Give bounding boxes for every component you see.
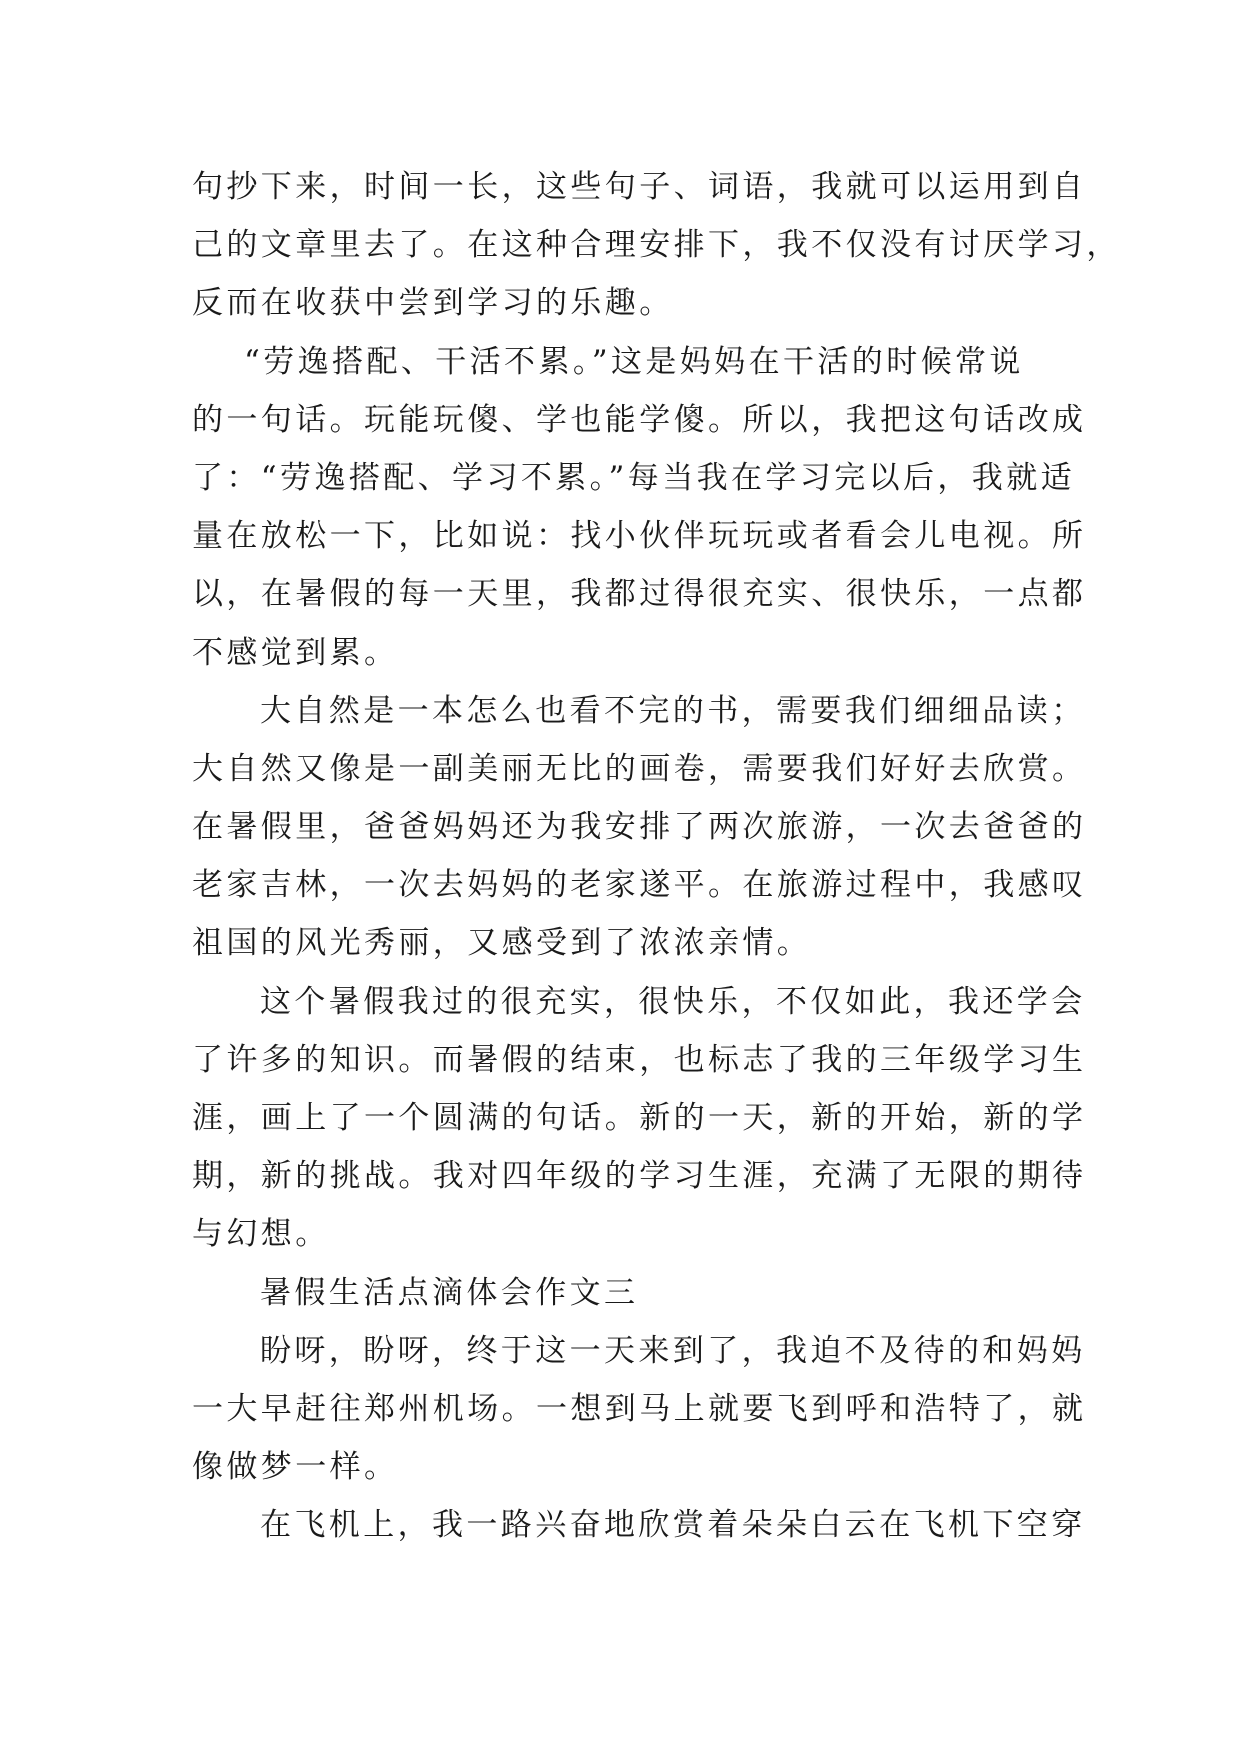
text-line: 了许多的知识。而暑假的结束，也标志了我的三年级学习生 [192,1041,1087,1078]
paragraph-start-line: 这个暑假我过的很充实，很快乐，不仅如此，我还学会 [260,983,1086,1020]
text-line: 以，在暑假的每一天里，我都过得很充实、很快乐，一点都 [192,576,1087,613]
text-line: 在暑假里，爸爸妈妈还为我安排了两次旅游，一次去爸爸的 [192,809,1087,846]
text-line: 与幻想。 [192,1216,330,1253]
text-line: 期，新的挑战。我对四年级的学习生涯，充满了无限的期待 [192,1158,1087,1195]
text-line: 不感觉到累。 [192,634,399,671]
text-line: 量在放松一下，比如说：找小伙伴玩玩或者看会儿电视。所 [192,518,1087,555]
paragraph-start-line: 盼呀，盼呀，终于这一天来到了，我迫不及待的和妈妈 [260,1332,1086,1369]
text-line: 了：“劳逸搭配、学习不累。”每当我在学习完以后，我就适 [192,459,1075,496]
text-line: 一大早赶往郑州机场。一想到马上就要飞到呼和浩特了，就 [192,1390,1087,1427]
text-line: 祖国的风光秀丽，又感受到了浓浓亲情。 [192,925,812,962]
paragraph-start-line: 在飞机上，我一路兴奋地欣赏着朵朵白云在飞机下空穿 [260,1507,1086,1544]
text-line: 反而在收获中尝到学习的乐趣。 [192,285,674,322]
text-line: 老家吉林，一次去妈妈的老家遂平。在旅游过程中，我感叹 [192,867,1087,904]
text-line: 涯，画上了一个圆满的句话。新的一天，新的开始，新的学 [192,1100,1087,1136]
text-line: 像做梦一样。 [192,1449,399,1486]
text-line: 己的文章里去了。在这种合理安排下，我不仅没有讨厌学习， [192,227,1121,264]
section-heading: 暑假生活点滴体会作文三 [260,1274,639,1311]
paragraph-start-line: 大自然是一本怎么也看不完的书，需要我们细细品读； [260,692,1086,729]
text-line: 句抄下来，时间一长，这些句子、词语，我就可以运用到自 [192,169,1087,205]
text-line: 大自然又像是一副美丽无比的画卷，需要我们好好去欣赏。 [192,750,1087,787]
text-line: 的一句话。玩能玩傻、学也能学傻。所以，我把这句话改成 [192,401,1087,438]
paragraph-start-line: “劳逸搭配、干活不累。”这是妈妈在干活的时候常说 [244,343,1024,380]
document-body [192,158,1121,1555]
